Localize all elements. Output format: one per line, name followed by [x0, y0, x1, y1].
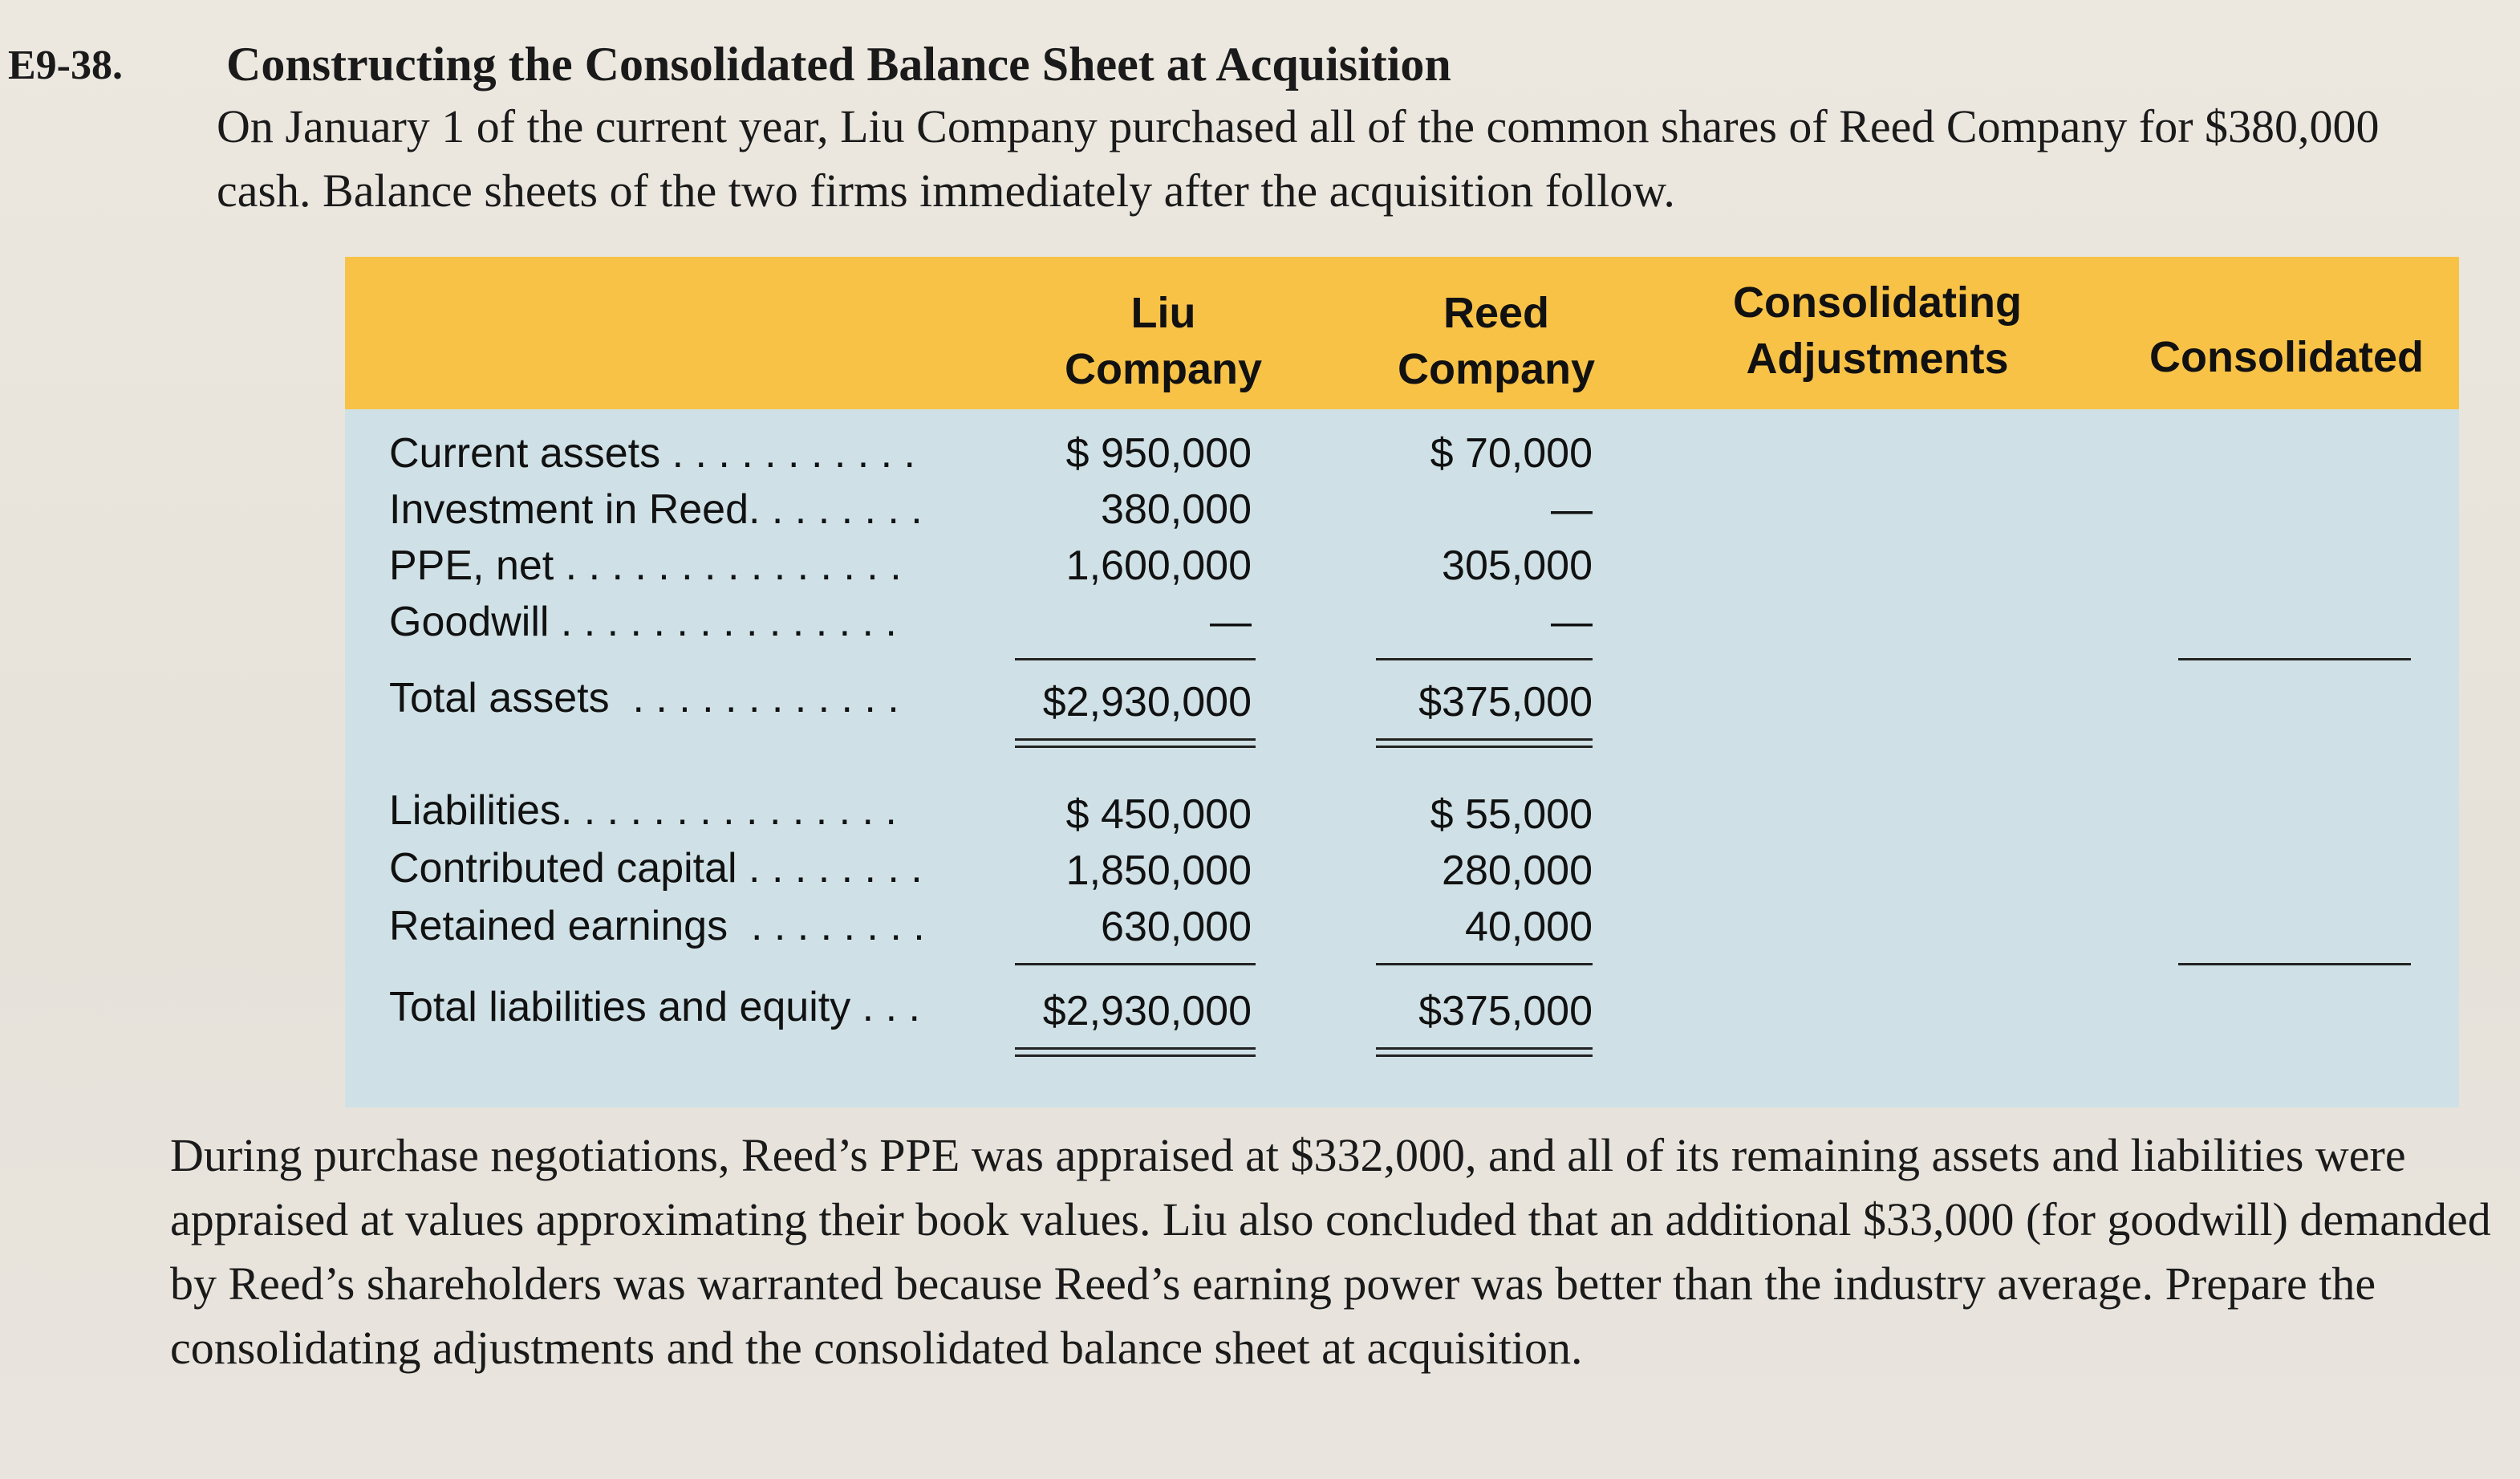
problem-intro: On January 1 of the current year, Liu Company purchased all of the common shares of Reed Company for $380,000 cash. Balance sheets of the two firms immediately after the acquisition follow. [217, 100, 2380, 217]
cell-reed-ppe: 305,000 [1442, 542, 1593, 589]
problem-title: Constructing the Consolidated Balance Sheet at Acquisition [226, 38, 1451, 91]
total-rule-reed-liab [1376, 1047, 1593, 1057]
row-label-goodwill: Goodwill . . . . . . . . . . . . . . . [389, 599, 897, 645]
cell-liu-goodwill: — [1210, 599, 1252, 645]
row-label-ppe: PPE, net . . . . . . . . . . . . . . . [389, 542, 902, 589]
row-label-total-liabilities-equity: Total liabilities and equity . . . [389, 984, 920, 1030]
total-rule-liu-liab [1015, 1047, 1256, 1057]
cell-liu-total-assets: $2,930,000 [1042, 679, 1252, 725]
cell-liu-investment: 380,000 [1101, 486, 1252, 533]
subtotal-rule-cons-liab [2178, 963, 2411, 965]
cell-liu-retained-earnings: 630,000 [1101, 904, 1252, 950]
cell-liu-total-liabilities-equity: $2,930,000 [1042, 988, 1252, 1034]
problem-instructions: During purchase negotiations, Reed’s PPE was appraised at $332,000, and all of its remaining assets and liabilities were appraised at values approximating their book values. Liu also concluded that an additional $33,000 (for goodwill) demanded by Reed’s shareholders was warranted because Reed’s earning power was better than the industry average. Prepare the consolidating adjustments and the consolidated balance sheet at acquisition. [170, 1129, 2491, 1374]
balance-sheet-table [345, 257, 2459, 1107]
row-label-retained-earnings: Retained earnings . . . . . . . . [389, 903, 925, 949]
cell-reed-total-liabilities-equity: $375,000 [1418, 988, 1593, 1034]
col-head-liu: Liu Company [1064, 289, 1263, 393]
cell-liu-ppe: 1,600,000 [1065, 542, 1252, 589]
col-head-reed: Reed Company [1397, 289, 1596, 393]
total-rule-reed-assets [1376, 738, 1593, 748]
cell-reed-current-assets: $ 70,000 [1430, 430, 1593, 477]
cell-reed-investment: — [1551, 486, 1593, 533]
row-label-total-assets: Total assets . . . . . . . . . . . . [389, 675, 899, 721]
problem-number: E9-38. [8, 43, 123, 88]
cell-reed-goodwill: — [1551, 599, 1593, 645]
cell-reed-total-assets: $375,000 [1418, 679, 1593, 725]
subtotal-rule-liu-assets [1015, 658, 1256, 660]
row-label-liabilities: Liabilities. . . . . . . . . . . . . . . [389, 787, 897, 834]
col-head-consolidated: Consolidated [2149, 333, 2424, 381]
total-rule-liu-assets [1015, 738, 1256, 748]
col-head-adjustments: Consolidating Adjustments [1733, 278, 2022, 383]
row-label-investment: Investment in Reed. . . . . . . . [389, 486, 923, 533]
cell-reed-contributed-capital: 280,000 [1442, 847, 1593, 894]
cell-reed-liabilities: $ 55,000 [1430, 791, 1593, 838]
subtotal-rule-liu-liab [1015, 963, 1256, 965]
row-label-current-assets: Current assets . . . . . . . . . . . [389, 430, 915, 477]
subtotal-rule-reed-assets [1376, 658, 1593, 660]
subtotal-rule-reed-liab [1376, 963, 1593, 965]
cell-liu-current-assets: $ 950,000 [1065, 430, 1252, 477]
subtotal-rule-cons-assets [2178, 658, 2411, 660]
cell-liu-contributed-capital: 1,850,000 [1065, 847, 1252, 894]
cell-reed-retained-earnings: 40,000 [1464, 904, 1593, 950]
cell-liu-liabilities: $ 450,000 [1065, 791, 1252, 838]
row-label-contributed-capital: Contributed capital . . . . . . . . [389, 845, 923, 892]
